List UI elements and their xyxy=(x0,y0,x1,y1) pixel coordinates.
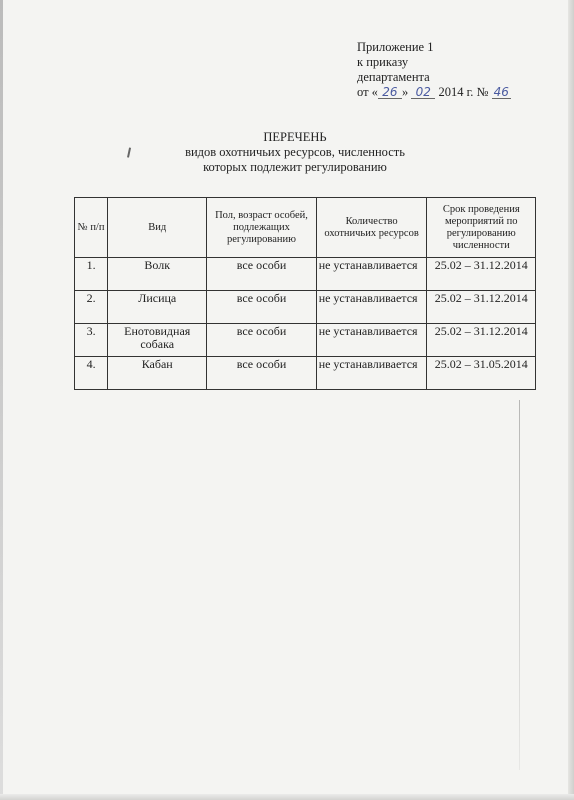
date-year: 2014 г. № xyxy=(438,85,489,99)
header-number: № п/п xyxy=(75,198,108,258)
row-number: 1. xyxy=(75,258,108,291)
header-species: Вид xyxy=(108,198,207,258)
title-heading: ПЕРЕЧЕНЬ xyxy=(263,130,327,144)
handwritten-day: 26 xyxy=(378,86,402,99)
row-species: Волк xyxy=(108,258,207,291)
table-row xyxy=(75,324,536,357)
row-quantity: не устанавливается xyxy=(316,258,427,291)
scan-fold-line xyxy=(519,400,520,770)
row-sex-age: все особи xyxy=(207,357,316,390)
header-quantity: Количество охотничьих ресурсов xyxy=(316,198,427,258)
table-row xyxy=(75,258,536,291)
handwritten-number: 46 xyxy=(493,85,509,99)
appendix-block xyxy=(357,40,511,100)
row-species: Лисица xyxy=(108,291,207,324)
table-header-row xyxy=(75,198,536,258)
scan-mark xyxy=(127,147,135,158)
page-bottom-edge xyxy=(0,794,574,800)
date-prefix: от « xyxy=(357,85,378,99)
header-sex-age: Пол, возраст особей, подлежащих регулированию xyxy=(207,198,316,258)
row-number: 3. xyxy=(75,324,108,357)
row-period: 25.02 – 31.12.2014 xyxy=(427,324,536,357)
row-species: Енотовидная собака xyxy=(108,324,207,357)
row-quantity: не устанавливается xyxy=(316,324,427,357)
page-right-edge xyxy=(568,0,574,800)
row-sex-age: все особи xyxy=(207,258,316,291)
table-row xyxy=(75,357,536,390)
appendix-line-3: департамента xyxy=(357,70,430,84)
row-period: 25.02 – 31.12.2014 xyxy=(427,291,536,324)
appendix-date-line xyxy=(357,85,511,100)
title-line-2: видов охотничьих ресурсов, численность xyxy=(185,145,405,159)
row-quantity: не устанавливается xyxy=(316,291,427,324)
row-period: 25.02 – 31.05.2014 xyxy=(427,357,536,390)
document-title xyxy=(150,130,440,175)
row-number: 4. xyxy=(75,357,108,390)
appendix-line-2: к приказу xyxy=(357,55,409,69)
appendix-line-1: Приложение 1 xyxy=(357,40,434,54)
table-row xyxy=(75,291,536,324)
row-number: 2. xyxy=(75,291,108,324)
row-quantity: не устанавливается xyxy=(316,357,427,390)
title-line-3: которых подлежит регулированию xyxy=(203,160,387,174)
header-period: Срок проведения мероприятий по регулированию численности xyxy=(427,198,536,258)
date-mid: » xyxy=(401,85,409,99)
handwritten-month: 02 xyxy=(411,86,435,99)
page-left-edge xyxy=(0,0,3,800)
row-species: Кабан xyxy=(108,357,207,390)
row-sex-age: все особи xyxy=(207,324,316,357)
row-period: 25.02 – 31.12.2014 xyxy=(427,258,536,291)
row-sex-age: все особи xyxy=(207,291,316,324)
species-table xyxy=(74,197,536,390)
